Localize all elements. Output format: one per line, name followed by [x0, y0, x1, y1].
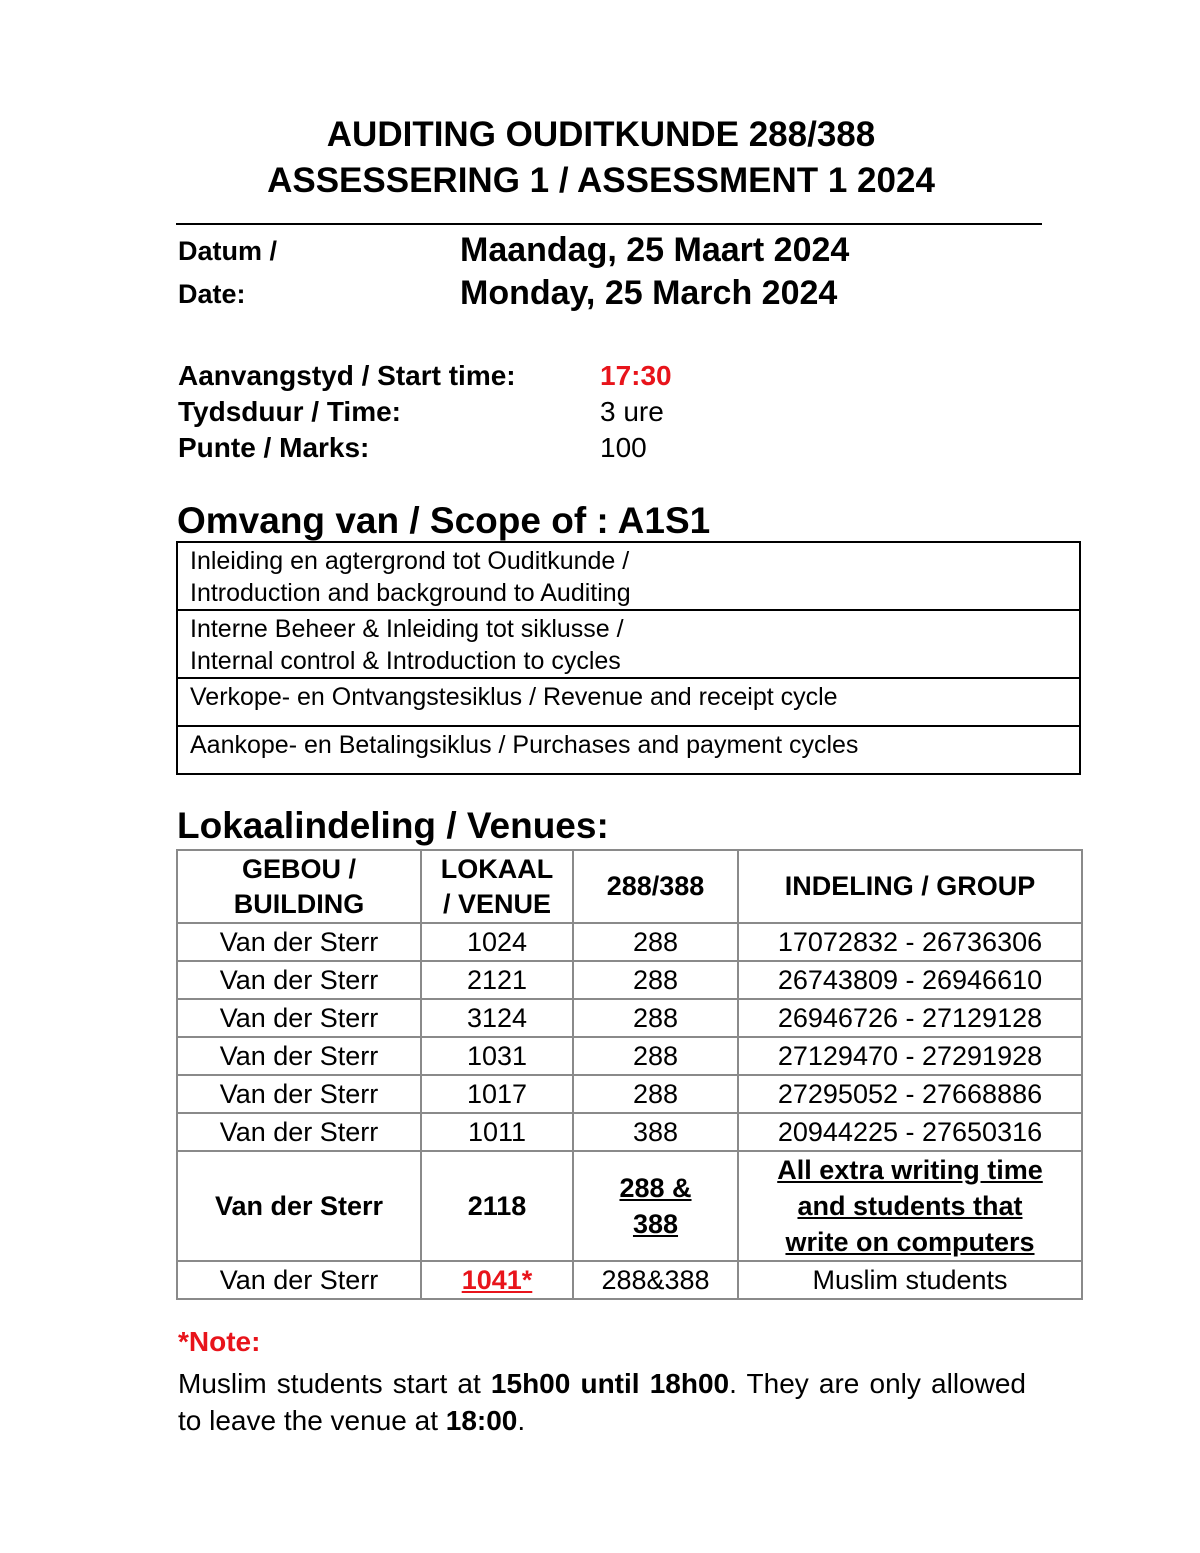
venues-table	[176, 849, 1083, 1300]
scope-table	[176, 541, 1081, 775]
scope-heading: Omvang van / Scope of : A1S1	[177, 500, 711, 541]
cell-course-line: 388	[632, 1209, 679, 1239]
cell-venue: 1024	[421, 923, 573, 961]
cell-course	[573, 1151, 738, 1261]
date-label-af: Datum /	[178, 236, 278, 266]
duration-value: 3 ure	[600, 396, 664, 427]
table-row	[177, 999, 1082, 1037]
table-row-muslim	[177, 1261, 1082, 1299]
note-text-part: . They are only allowed to leave the venue at	[178, 1368, 1026, 1436]
cell-venue: 1031	[421, 1037, 573, 1075]
cell-group: 27129470 - 27291928	[738, 1037, 1082, 1075]
cell-group: 20944225 - 27650316	[738, 1113, 1082, 1151]
cell-group: Muslim students	[738, 1261, 1082, 1299]
scope-item-line: Internal control & Introduction to cycles	[190, 647, 621, 675]
cell-course-line: 288 &	[619, 1173, 692, 1203]
cell-course: 288	[573, 999, 738, 1037]
cell-building: Van der Sterr	[177, 1037, 421, 1075]
header-course: 288/388	[573, 850, 738, 923]
scope-row	[177, 726, 1080, 774]
cell-building: Van der Sterr	[177, 1151, 421, 1261]
cell-group: 26743809 - 26946610	[738, 961, 1082, 999]
cell-group	[738, 1151, 1082, 1261]
start-time-label: Aanvangstyd / Start time:	[178, 360, 516, 391]
cell-group: 26946726 - 27129128	[738, 999, 1082, 1037]
header-venue-line: / VENUE	[442, 888, 552, 919]
header-group: INDELING / GROUP	[738, 850, 1082, 923]
cell-building: Van der Sterr	[177, 923, 421, 961]
table-row	[177, 961, 1082, 999]
document-title	[176, 112, 1026, 204]
cell-group-line: and students that	[797, 1191, 1023, 1221]
cell-group: 17072832 - 26736306	[738, 923, 1082, 961]
note-text-part: Muslim students start at	[178, 1368, 491, 1399]
scope-row	[177, 610, 1080, 678]
scope-item-line: Verkope- en Ontvangstesiklus / Revenue and receipt cycle	[190, 683, 838, 711]
cell-group: 27295052 - 27668886	[738, 1075, 1082, 1113]
cell-venue: 2121	[421, 961, 573, 999]
scope-row	[177, 542, 1080, 610]
cell-course: 288&388	[573, 1261, 738, 1299]
cell-venue: 3124	[421, 999, 573, 1037]
note-text-part: .	[517, 1405, 526, 1436]
header-venue	[421, 850, 573, 923]
cell-course: 388	[573, 1113, 738, 1151]
scope-item-line: Aankope- en Betalingsiklus / Purchases and payment cycles	[190, 731, 859, 759]
table-row	[177, 1075, 1082, 1113]
header-building-line: GEBOU /	[241, 853, 356, 884]
cell-building: Van der Sterr	[177, 961, 421, 999]
header-building-line: BUILDING	[233, 888, 365, 919]
start-time-value: 17:30	[600, 360, 672, 391]
venues-heading: Lokaalindeling / Venues:	[177, 805, 609, 846]
duration-label: Tydsduur / Time:	[178, 396, 401, 427]
title-line-2: ASSESSERING 1 / ASSESSMENT 1 2024	[267, 161, 935, 200]
header-building	[177, 850, 421, 923]
scope-cell	[177, 678, 1080, 726]
table-row	[177, 1037, 1082, 1075]
scope-row	[177, 678, 1080, 726]
marks-label: Punte / Marks:	[178, 432, 370, 463]
scope-item-line: Inleiding en agtergrond tot Ouditkunde /	[190, 547, 630, 575]
table-row	[177, 923, 1082, 961]
cell-building: Van der Sterr	[177, 1075, 421, 1113]
date-label-en: Date:	[178, 279, 246, 309]
marks-value: 100	[600, 432, 647, 463]
header-venue-line: LOKAAL	[440, 853, 554, 884]
cell-course: 288	[573, 923, 738, 961]
cell-building: Van der Sterr	[177, 999, 421, 1037]
table-row-special	[177, 1151, 1082, 1261]
cell-building: Van der Sterr	[177, 1261, 421, 1299]
cell-course: 288	[573, 1075, 738, 1113]
cell-course: 288	[573, 961, 738, 999]
date-value-en: Monday, 25 March 2024	[460, 274, 838, 312]
note-text	[178, 1365, 1026, 1439]
venues-header-row	[177, 850, 1082, 923]
cell-course: 288	[573, 1037, 738, 1075]
title-divider	[176, 223, 1042, 225]
note-bold-time: 15h00 until 18h00	[490, 1368, 730, 1399]
scope-item-line: Interne Beheer & Inleiding tot siklusse /	[190, 615, 624, 643]
cell-venue: 2118	[421, 1151, 573, 1261]
cell-venue: 1011	[421, 1113, 573, 1151]
cell-venue: 1017	[421, 1075, 573, 1113]
note-bold-leave-time: 18:00	[445, 1405, 518, 1436]
cell-venue: 1041*	[421, 1261, 573, 1299]
scope-cell	[177, 542, 1080, 610]
cell-building: Van der Sterr	[177, 1113, 421, 1151]
date-value-af: Maandag, 25 Maart 2024	[460, 231, 850, 269]
scope-item-line: Introduction and background to Auditing	[190, 579, 631, 607]
cell-group-line: write on computers	[785, 1227, 1035, 1257]
note-label: *Note:	[178, 1326, 261, 1357]
cell-group-line: All extra writing time	[777, 1155, 1043, 1185]
scope-cell	[177, 726, 1080, 774]
scope-cell	[177, 610, 1080, 678]
title-line-1: AUDITING OUDITKUNDE 288/388	[326, 115, 876, 154]
table-row	[177, 1113, 1082, 1151]
